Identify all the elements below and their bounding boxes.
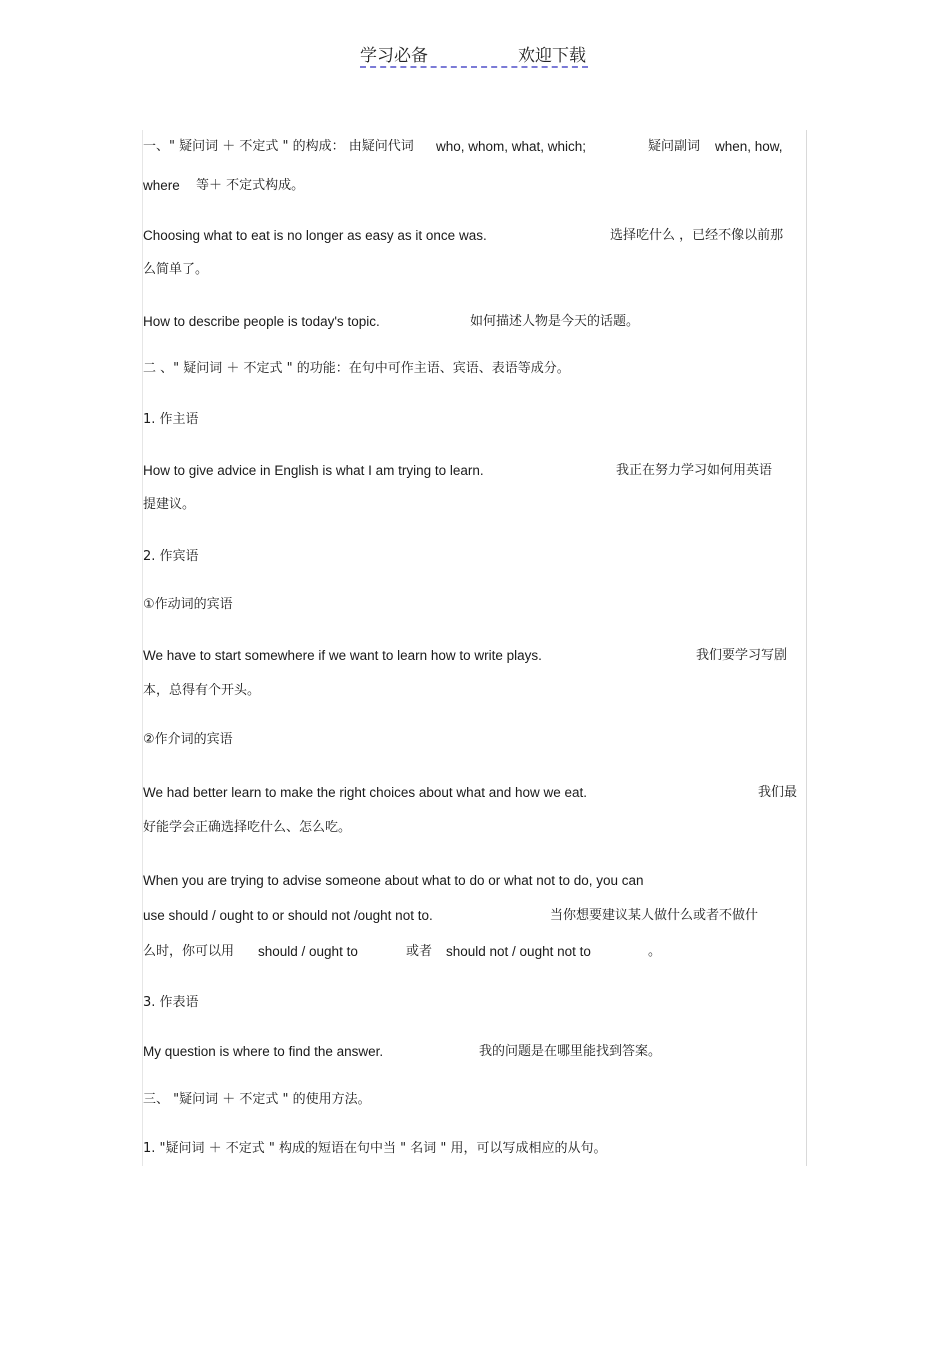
text-line: 选择吃什么 ，已经不像以前那 [610, 228, 784, 243]
text-line: Choosing what to eat is no longer as easy as it once was. [143, 228, 487, 243]
text-line: should not / ought not to [446, 944, 591, 959]
text-line: 疑问副词 [648, 139, 701, 154]
text-line: 本，总得有个开头。 [143, 683, 261, 698]
text-line: When you are trying to advise someone about what to do or what not to do, you can [143, 873, 644, 888]
text-line: 么简单了。 [143, 262, 209, 277]
text-line: use should / ought to or should not /ought not to. [143, 908, 433, 923]
header-right-text: 欢迎下载 [518, 46, 586, 66]
header-left-text: 学习必备 [360, 46, 428, 66]
text-line: 我们最 [758, 785, 798, 800]
text-line: 我的问题是在哪里能找到答案。 [479, 1044, 662, 1059]
text-line: 提建议。 [143, 497, 196, 512]
text-line: 么时，你可以用 [143, 944, 235, 959]
text-line: 二 、" 疑问词 ＋ 不定式 " 的功能：在句中可作主语、宾语、表语等成分。 [143, 361, 570, 376]
text-line: 如何描述人物是今天的话题。 [470, 314, 640, 329]
text-line: ②作介词的宾语 [143, 732, 233, 747]
text-line: We have to start somewhere if we want to learn how to write plays. [143, 648, 542, 663]
text-line: 2. 作宾语 [143, 549, 199, 564]
text-line: ①作动词的宾语 [143, 597, 233, 612]
text-line: 等＋ 不定式构成。 [196, 178, 305, 193]
text-line: 1. "疑问词 ＋ 不定式 " 构成的短语在句中当 " 名词 " 用，可以写成相应的从句。 [143, 1141, 607, 1156]
text-line: How to describe people is today's topic. [143, 314, 380, 329]
text-line: 当你想要建议某人做什么或者不做什 [550, 908, 759, 923]
text-line: How to give advice in English is what I am trying to learn. [143, 463, 484, 478]
text-line: 好能学会正确选择吃什么、怎么吃。 [143, 820, 352, 835]
text-line: should / ought to [258, 944, 358, 959]
text-line: when, how, [715, 139, 783, 154]
page-header [360, 40, 588, 68]
text-line: 我正在努力学习如何用英语 [616, 463, 773, 478]
text-line: 或者 [406, 944, 433, 959]
text-line: where [143, 178, 180, 193]
text-line: 三、 "疑问词 ＋ 不定式 " 的使用方法。 [143, 1092, 371, 1107]
text-line: My question is where to find the answer. [143, 1044, 384, 1059]
text-line: We had better learn to make the right choices about what and how we eat. [143, 785, 588, 800]
text-line: 一、" 疑问词 ＋ 不定式 " 的构成： 由疑问代词 [143, 139, 414, 154]
text-line: who, whom, what, which; [436, 139, 587, 154]
text-line: 1. 作主语 [143, 412, 199, 427]
right-margin-line [806, 130, 807, 1166]
text-line: 我们要学习写剧 [696, 648, 788, 663]
text-line: 。 [648, 944, 662, 959]
text-line: 3. 作表语 [143, 995, 199, 1010]
